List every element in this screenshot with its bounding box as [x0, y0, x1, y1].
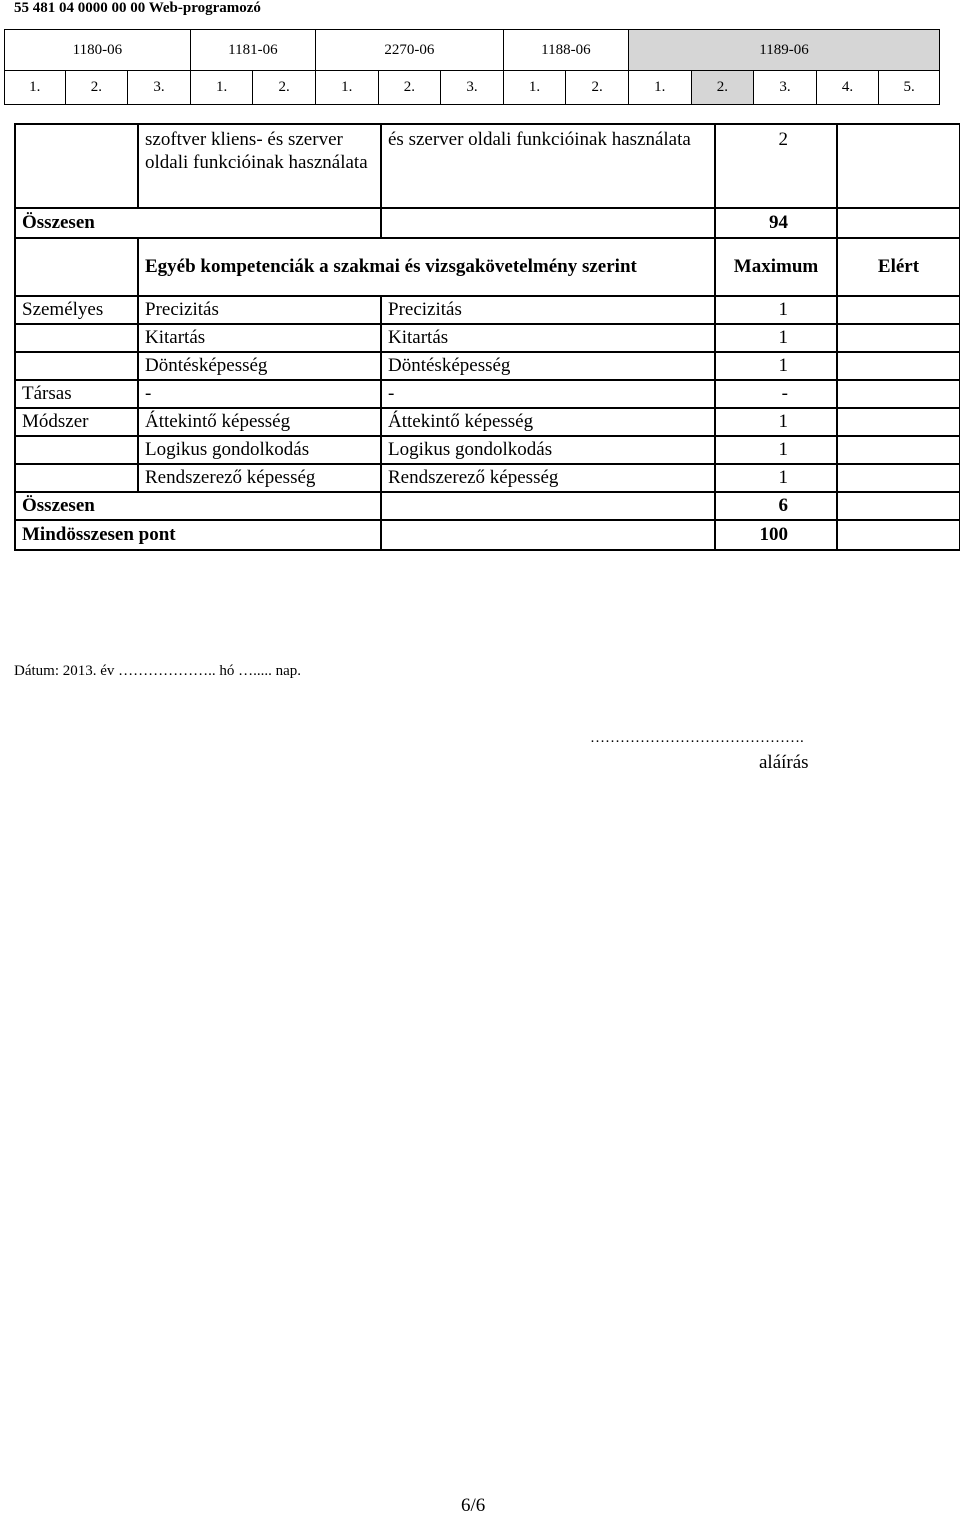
competency-name: szoftver kliens- és szerver oldali funkcióinak használata: [138, 124, 381, 208]
module-number: 5.: [879, 71, 940, 105]
module-number: 1.: [628, 71, 691, 105]
module-number: 2.: [253, 71, 316, 105]
category-label: [15, 352, 138, 380]
achieved-header: Elért: [837, 238, 960, 296]
max-value: 1: [715, 352, 837, 380]
module-number: 3.: [128, 71, 191, 105]
subtotal-label: Összesen: [15, 208, 381, 238]
achieved-cell: [837, 352, 960, 380]
subtotal-value: 6: [715, 492, 837, 520]
empty-cell: [381, 492, 715, 520]
max-value: 1: [715, 408, 837, 436]
achieved-cell: [837, 464, 960, 492]
module-number: 3.: [754, 71, 817, 105]
max-header: Maximum: [715, 238, 837, 296]
competency-name: Kitartás: [138, 324, 381, 352]
competency-name: Logikus gondolkodás: [381, 436, 715, 464]
max-value: 1: [715, 464, 837, 492]
category-label: [15, 436, 138, 464]
competency-name: Logikus gondolkodás: [138, 436, 381, 464]
page-number: 6/6: [461, 1495, 486, 1516]
max-value: 1: [715, 436, 837, 464]
module-code: 1180-06: [5, 30, 191, 71]
achieved-cell: [837, 296, 960, 324]
date-line: Dátum: 2013. év ……………….. hó …..... nap.: [14, 663, 302, 679]
module-number: 2.: [566, 71, 629, 105]
competency-name: Precizitás: [381, 296, 715, 324]
module-number: 1.: [5, 71, 66, 105]
grand-total-value: 100: [715, 520, 837, 550]
achieved-cell: [837, 380, 960, 408]
achieved-cell: [837, 324, 960, 352]
competency-name: Áttekintő képesség: [381, 408, 715, 436]
empty-cell: [15, 124, 138, 208]
module-code: 1189-06: [628, 30, 939, 71]
achieved-cell: [837, 492, 960, 520]
empty-cell: [381, 520, 715, 550]
signature-line: …………………………………….: [590, 730, 804, 746]
competency-name: Döntésképesség: [138, 352, 381, 380]
module-number: 2.: [691, 71, 754, 105]
category-label: Társas: [15, 380, 138, 408]
competency-name: Rendszerező képesség: [138, 464, 381, 492]
category-label: [15, 324, 138, 352]
competency-name: Precizitás: [138, 296, 381, 324]
module-table: [4, 29, 940, 105]
module-number: 2.: [378, 71, 441, 105]
category-label: Módszer: [15, 408, 138, 436]
competency-name: -: [381, 380, 715, 408]
grand-total-label: Mindösszesen pont: [15, 520, 381, 550]
module-number: 4.: [816, 71, 879, 105]
module-number: 2.: [65, 71, 128, 105]
signature-label: aláírás: [759, 752, 809, 773]
module-code: 1188-06: [503, 30, 628, 71]
category-label: [15, 464, 138, 492]
module-code: 2270-06: [315, 30, 503, 71]
competency-table: [14, 123, 960, 551]
max-value: -: [715, 380, 837, 408]
module-code: 1181-06: [190, 30, 315, 71]
max-value: 1: [715, 324, 837, 352]
competency-name: Rendszerező képesség: [381, 464, 715, 492]
subtotal-value: 94: [715, 208, 837, 238]
achieved-cell: [837, 436, 960, 464]
competency-name: Áttekintő képesség: [138, 408, 381, 436]
competency-name: és szerver oldali funkcióinak használata: [381, 124, 715, 208]
empty-cell: [381, 208, 715, 238]
subtotal-label: Összesen: [15, 492, 381, 520]
module-number: 3.: [441, 71, 504, 105]
competency-name: Döntésképesség: [381, 352, 715, 380]
module-number: 1.: [190, 71, 253, 105]
competency-name: -: [138, 380, 381, 408]
category-label: Személyes: [15, 296, 138, 324]
achieved-cell: [837, 124, 960, 208]
achieved-cell: [837, 408, 960, 436]
competency-name: Kitartás: [381, 324, 715, 352]
module-number: 1.: [503, 71, 566, 105]
achieved-cell: [837, 208, 960, 238]
max-value: 2: [715, 124, 837, 208]
achieved-cell: [837, 520, 960, 550]
section-title: Egyéb kompetenciák a szakmai és vizsgakövetelmény szerint: [138, 238, 715, 296]
max-value: 1: [715, 296, 837, 324]
document-title: 55 481 04 0000 00 00 Web-programozó: [14, 0, 261, 16]
empty-cell: [15, 238, 138, 296]
module-number: 1.: [315, 71, 378, 105]
